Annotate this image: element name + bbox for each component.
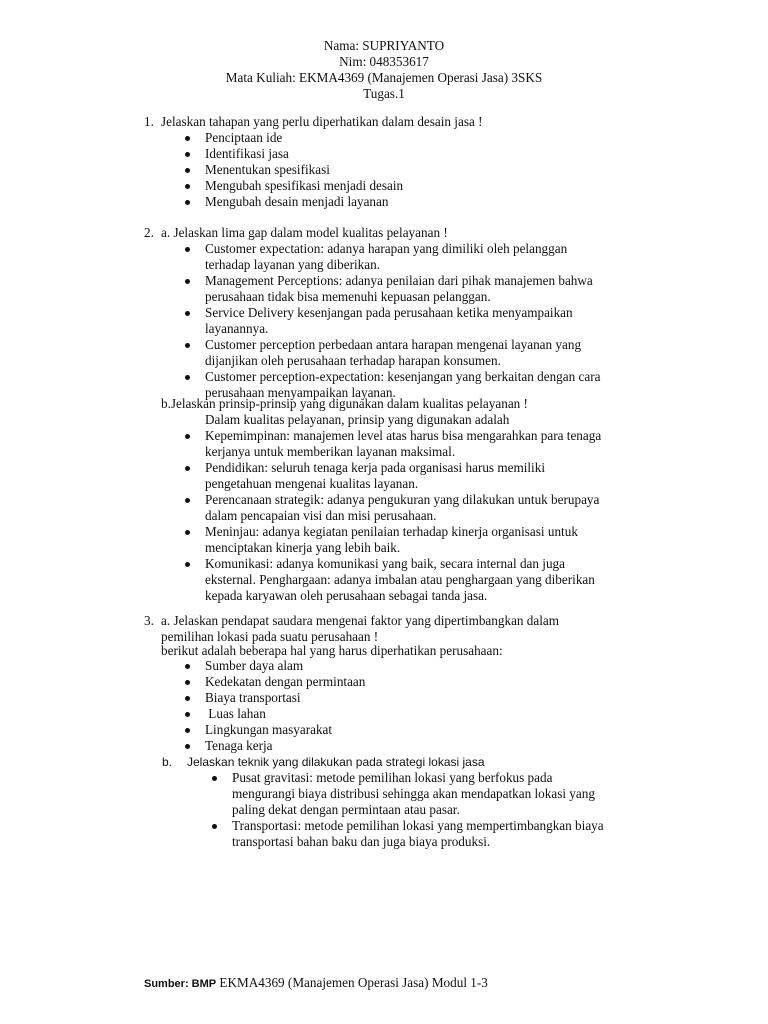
- list-item: Mengubah desain menjadi layanan: [180, 194, 403, 210]
- list-item: Customer perception-expectation: kesenjangan yang berkaitan dengan cara perusahaan menyampaikan layanan.: [180, 369, 600, 401]
- list-item: Pusat gravitasi: metode pemilihan lokasi yang berfokus pada mengurangi biaya distribusi sehingga akan mendapatkan lokasi yang paling dekat dengan permintaan atau pasar.: [207, 770, 604, 818]
- list-item: Pendidikan: seluruh tenaga kerja pada organisasi harus memiliki pengetahuan mengenai kualitas layanan.: [180, 460, 601, 492]
- q2b-list: [180, 428, 601, 604]
- q3a-list: [180, 658, 365, 754]
- source-footer: [144, 975, 488, 992]
- list-item: Kepemimpinan: manajemen level atas harus bisa mengarahkan para tenaga kerjanya untuk memberikan layanan maksimal.: [180, 428, 601, 460]
- list-item: Sumber daya alam: [180, 658, 365, 674]
- source-text: EKMA4369 (Manajemen Operasi Jasa) Modul 1-3: [216, 975, 488, 990]
- list-item: Meninjau: adanya kegiatan penilaian terhadap kinerja organisasi untuk menciptakan kinerja yang lebih baik.: [180, 524, 601, 556]
- list-item: Service Delivery kesenjangan pada perusahaan ketika menyampaikan layanannya.: [180, 305, 600, 337]
- list-item: Customer expectation: adanya harapan yang dimiliki oleh pelanggan terhadap layanan yang diberikan.: [180, 241, 600, 273]
- list-item: Transportasi: metode pemilihan lokasi yang mempertimbangkan biaya transportasi bahan baku dan juga biaya produksi.: [207, 818, 604, 850]
- q3b-question: Jelaskan teknik yang dilakukan pada strategi lokasi jasa: [187, 755, 485, 769]
- student-name: Nama: SUPRIYANTO: [323, 38, 445, 53]
- q1-question: Jelaskan tahapan yang perlu diperhatikan dalam desain jasa !: [161, 114, 483, 129]
- list-item: Management Perceptions: adanya penilaian dari pihak manajemen bahwa perusahaan tidak bisa memenuhi kepuasan pelanggan.: [180, 273, 600, 305]
- q3a-question-line2: pemilihan lokasi pada suatu perusahaan !: [161, 629, 379, 644]
- document-header: [0, 38, 768, 102]
- q2b-question: b.Jelaskan prinsip-prinsip yang digunakan dalam kualitas pelayanan !: [161, 396, 528, 411]
- q3-number: 3.: [144, 613, 154, 628]
- q2a-list: [180, 241, 600, 401]
- q1-list: [180, 130, 403, 210]
- list-item: Menentukan spesifikasi: [180, 162, 403, 178]
- list-item: Penciptaan ide: [180, 130, 403, 146]
- q3b-label: b.: [162, 755, 173, 769]
- list-item: Biaya transportasi: [180, 690, 365, 706]
- q3a-intro: berikut adalah beberapa hal yang harus diperhatikan perusahaan:: [161, 643, 503, 658]
- list-item: Identifikasi jasa: [180, 146, 403, 162]
- source-label: Sumber: BMP: [144, 978, 217, 990]
- q3a-question-line1: a. Jelaskan pendapat saudara mengenai faktor yang dipertimbangkan dalam: [161, 613, 560, 628]
- q2b-intro: Dalam kualitas pelayanan, prinsip yang digunakan adalah: [205, 412, 510, 427]
- task-title: Tugas.1: [363, 86, 405, 101]
- q3b-list: [207, 770, 604, 850]
- list-item: Kedekatan dengan permintaan: [180, 674, 365, 690]
- list-item: Lingkungan masyarakat: [180, 722, 365, 738]
- q2a-question: a. Jelaskan lima gap dalam model kualitas pelayanan !: [161, 225, 448, 240]
- q1-number: 1.: [144, 114, 154, 129]
- list-item: Perencanaan strategik: adanya pengukuran yang dilakukan untuk berupaya dalam pencapaian visi dan misi perusahaan.: [180, 492, 601, 524]
- list-item: Mengubah spesifikasi menjadi desain: [180, 178, 403, 194]
- list-item: Komunikasi: adanya komunikasi yang baik, secara internal dan juga eksternal. Penghargaan: adanya imbalan atau penghargaan yang diberikan kepada karyawan oleh perusahaan sebagai tanda jasa.: [180, 556, 601, 604]
- course-title: Mata Kuliah: EKMA4369 (Manajemen Operasi Jasa) 3SKS: [225, 70, 543, 85]
- list-item: Luas lahan: [180, 706, 365, 722]
- student-nim: Nim: 048353617: [339, 54, 429, 69]
- list-item: Tenaga kerja: [180, 738, 365, 754]
- q2-number: 2.: [144, 225, 154, 240]
- list-item: Customer perception perbedaan antara harapan mengenai layanan yang dijanjikan oleh perusahaan terhadap harapan konsumen.: [180, 337, 600, 369]
